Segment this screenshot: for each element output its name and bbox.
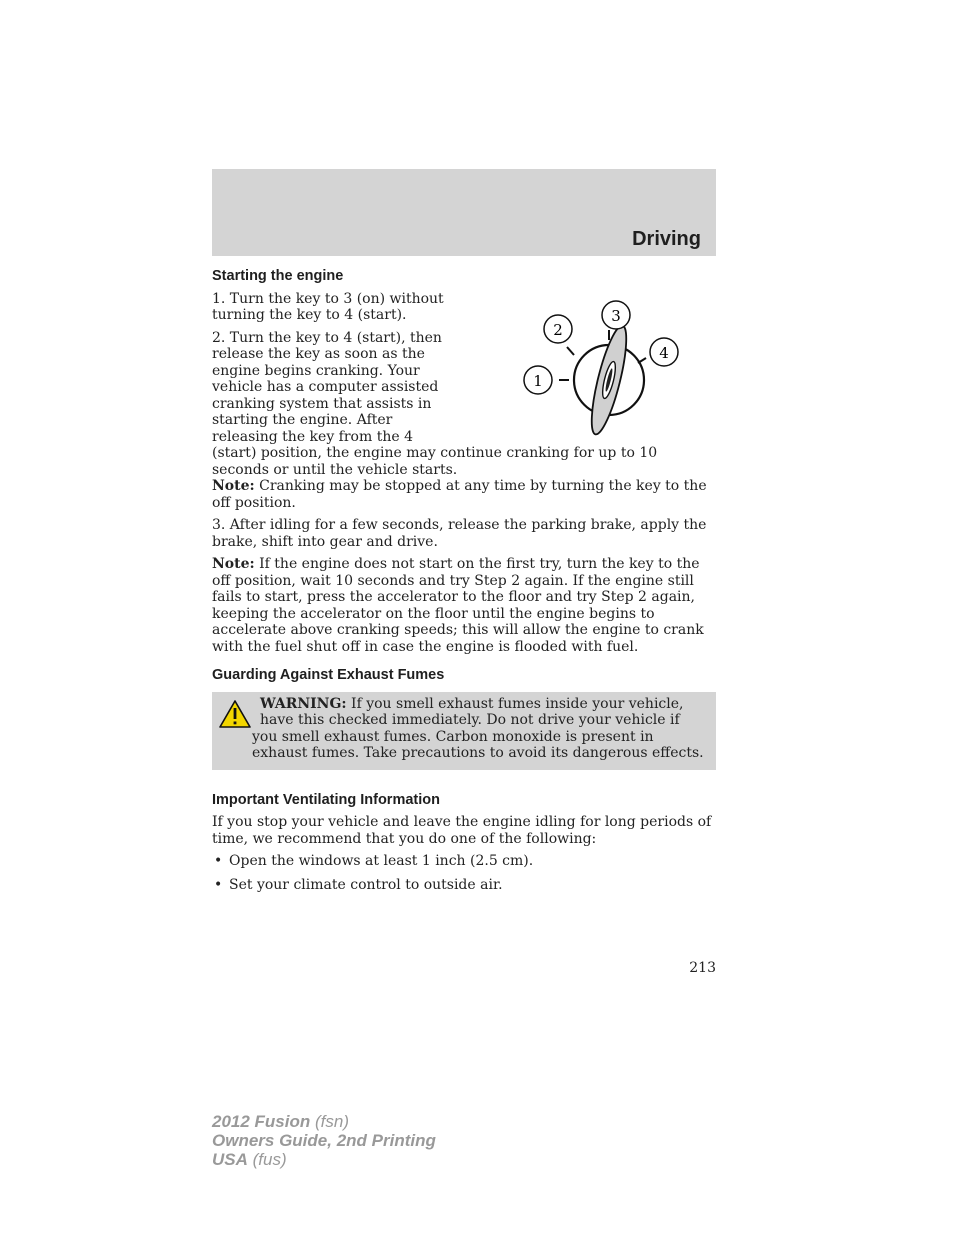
footer-model-code: (fsn) [310,1112,349,1131]
note-1 [212,478,716,511]
position-2-tick [567,347,574,355]
warning-text [218,696,708,762]
page-number: 213 [689,960,716,976]
starting-steps [212,291,716,656]
list-item-text: Set your climate control to outside air. [229,876,503,893]
list-item [212,877,716,894]
ignition-key-diagram [464,291,704,441]
heading-starting-engine: Starting the engine [212,268,344,284]
footer-model: 2012 Fusion [212,1112,311,1131]
note-1-label: Note: [212,478,255,494]
position-label-3: 3 [611,306,621,325]
position-label-1: 1 [533,371,543,390]
warning-label: WARNING: [260,695,347,712]
section-title: Driving [632,228,701,250]
ventilating-list [212,853,716,893]
footer-market: USA [212,1150,248,1169]
list-item [212,853,716,870]
step-2: 2. Turn the key to 4 (start), then release the key as soon as the engine begins cranking. Your vehicle has a computer assisted cranking system that assists in starting the engine. After releasing the key from the 4 (start) position, the engine may continue cranking for up to 10 seconds or until the vehicle starts. [212,329,658,478]
warning-triangle-icon [218,699,252,729]
note-2-text: If the engine does not start on the first try, turn the key to the off position, wait 10 seconds and try Step 2 again. If the engine still fails to start, press the accelerator to the floor and try Step 2 again, keeping the accelerator on the floor until the engine begins to accelerate above cranking speeds; this will allow the engine to crank with the fuel shut off in case the engine is flooded with fuel. [212,556,704,655]
position-label-4: 4 [659,343,669,362]
section-header-band [212,169,716,256]
step-3: 3. After idling for a few seconds, release the parking brake, apply the brake, shift into gear and drive. [212,517,707,550]
warning-body: If you smell exhaust fumes inside your vehicle, have this checked immediately. Do not drive your vehicle if you smell exhaust fumes. Carbon monoxide is present in exhaust fumes. Take precautions to avoid its dangerous effects. [252,695,704,761]
position-label-2: 2 [553,320,563,339]
list-item-text: Open the windows at least 1 inch (2.5 cm). [229,853,534,869]
warning-box [212,692,716,770]
note-2 [212,556,716,655]
footer-market-code: (fus) [247,1150,287,1169]
note-2-label: Note: [212,556,255,572]
heading-ventilating: Important Ventilating Information [212,791,440,808]
step-1: 1. Turn the key to 3 (on) without turning the key to 4 (start). [212,290,444,323]
footer-guide: Owners Guide, 2nd Printing [212,1131,436,1150]
bullet-symbol: • [214,876,223,893]
page-content [212,266,716,900]
note-1-text: Cranking may be stopped at any time by turning the key to the off position. [212,478,707,511]
heading-exhaust-fumes: Guarding Against Exhaust Fumes [212,667,445,683]
ventilating-intro: If you stop your vehicle and leave the engine idling for long periods of time, we recommend that you do one of the following: [212,814,712,847]
bullet-symbol: • [214,853,223,869]
document-footer [212,1112,436,1169]
